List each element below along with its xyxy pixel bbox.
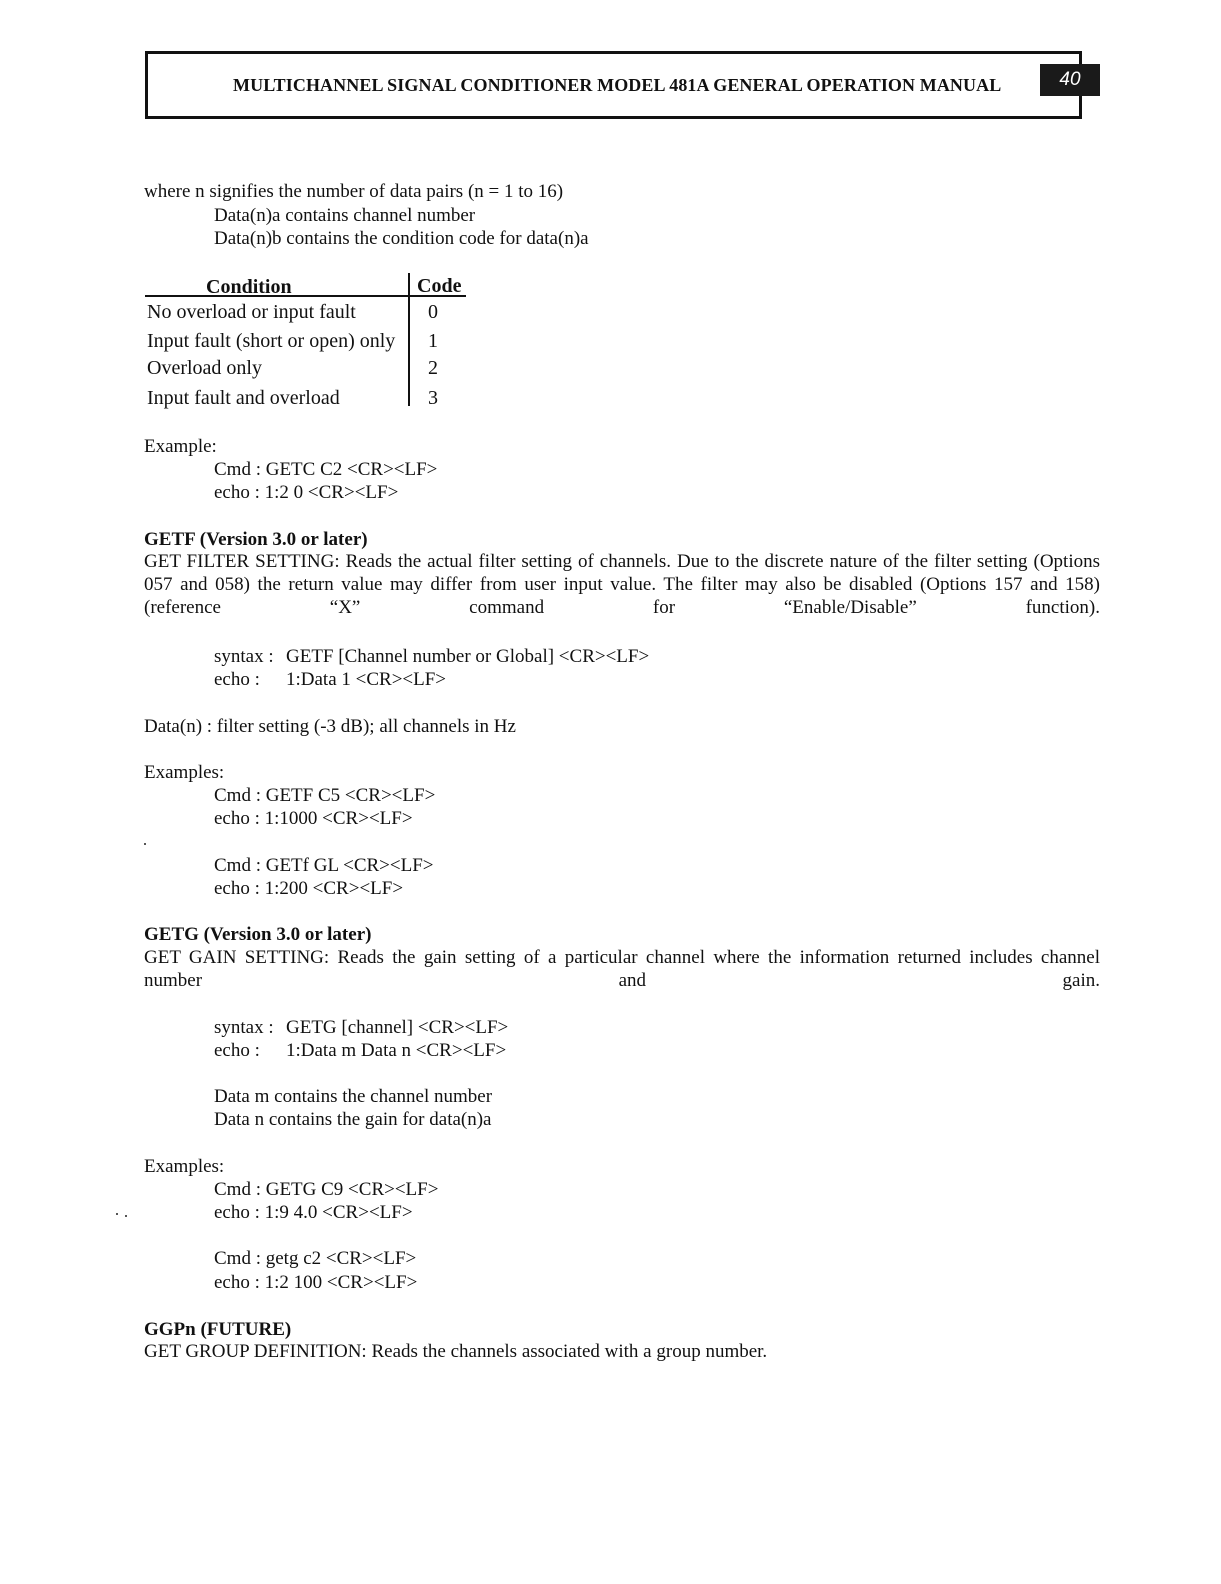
example-cmd: Cmd : GETF C5 <CR><LF> xyxy=(214,785,436,806)
table-row-condition: No overload or input fault xyxy=(147,301,356,323)
table-divider-vertical xyxy=(408,273,410,406)
getg-echo-value: 1:Data m Data n <CR><LF> xyxy=(286,1040,507,1061)
examples-label: Examples: xyxy=(144,1156,225,1177)
example-cmd: Cmd : getg c2 <CR><LF> xyxy=(214,1248,417,1269)
ggpn-heading: GGPn (FUTURE) xyxy=(144,1319,292,1340)
intro-data-a: Data(n)a contains channel number xyxy=(214,205,476,226)
example-cmd: Cmd : GETG C9 <CR><LF> xyxy=(214,1179,439,1200)
example-cmd: Cmd : GETf GL <CR><LF> xyxy=(214,855,434,876)
example-label: Example: xyxy=(144,436,217,457)
getg-syntax-value: GETG [channel] <CR><LF> xyxy=(286,1017,509,1038)
example-echo: echo : 1:1000 <CR><LF> xyxy=(214,808,413,829)
example-echo: echo : 1:9 4.0 <CR><LF> xyxy=(214,1202,413,1223)
getf-data-note: Data(n) : filter setting (-3 dB); all channels in Hz xyxy=(144,716,516,737)
table-row-code: 1 xyxy=(428,330,438,352)
getg-echo-label: echo : xyxy=(214,1040,260,1061)
getg-description: GET GAIN SETTING: Reads the gain setting of a particular channel where the information returned includes channel number and gain. xyxy=(144,947,1100,991)
scan-speck xyxy=(116,1213,118,1215)
scan-speck xyxy=(144,843,146,845)
intro-line: where n signifies the number of data pairs (n = 1 to 16) xyxy=(144,181,564,202)
getf-syntax-value: GETF [Channel number or Global] <CR><LF> xyxy=(286,646,650,667)
getf-echo-value: 1:Data 1 <CR><LF> xyxy=(286,669,447,690)
table-row-condition: Overload only xyxy=(147,357,262,379)
getg-heading: GETG (Version 3.0 or later) xyxy=(144,924,372,945)
page-number-badge: 40 xyxy=(1040,64,1100,96)
example-echo: echo : 1:2 0 <CR><LF> xyxy=(214,482,399,503)
table-row-code: 0 xyxy=(428,301,438,323)
table-header-code: Code xyxy=(417,275,462,297)
getg-note-channel: Data m contains the channel number xyxy=(214,1086,493,1107)
getf-syntax-label: syntax : xyxy=(214,646,274,667)
page-header-title: MULTICHANNEL SIGNAL CONDITIONER MODEL 481A GENERAL OPERATION MANUAL xyxy=(233,75,1002,95)
table-row-condition: Input fault (short or open) only xyxy=(147,330,396,352)
table-row-code: 2 xyxy=(428,357,438,379)
example-echo: echo : 1:2 100 <CR><LF> xyxy=(214,1272,418,1293)
intro-data-b: Data(n)b contains the condition code for data(n)a xyxy=(214,228,589,249)
getf-echo-label: echo : xyxy=(214,669,260,690)
scan-speck xyxy=(125,1215,127,1217)
getg-note-gain: Data n contains the gain for data(n)a xyxy=(214,1109,492,1130)
example-echo: echo : 1:200 <CR><LF> xyxy=(214,878,404,899)
examples-label: Examples: xyxy=(144,762,225,783)
getg-syntax-label: syntax : xyxy=(214,1017,274,1038)
table-row-code: 3 xyxy=(428,387,438,409)
table-header-condition: Condition xyxy=(206,276,292,298)
getf-heading: GETF (Version 3.0 or later) xyxy=(144,529,368,550)
ggpn-description: GET GROUP DEFINITION: Reads the channels associated with a group number. xyxy=(144,1341,768,1362)
table-row-condition: Input fault and overload xyxy=(147,387,340,409)
getf-description: GET FILTER SETTING: Reads the actual filter setting of channels. Due to the discrete nature of the filter setting (Options 057 and 058) the return value may differ from user input value. The filter may also be disabled (Options 157 and 158) (reference “X” command for “Enable/Disable” function). xyxy=(144,551,1100,618)
example-cmd: Cmd : GETC C2 <CR><LF> xyxy=(214,459,438,480)
